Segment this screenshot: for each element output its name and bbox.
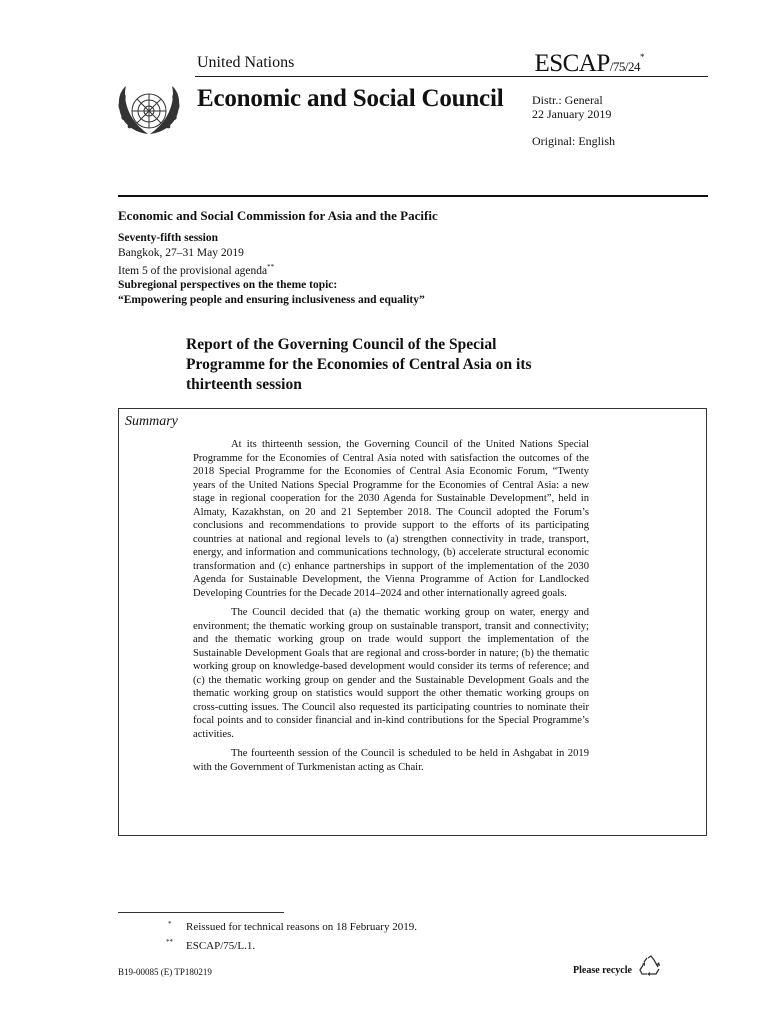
header-rule [195,76,708,77]
report-title: Report of the Governing Council of the Special Programme for the Economies of Central Asia on its thirteenth session [186,336,532,393]
original-language: Original: English [532,134,615,148]
agenda-item-mark: ** [267,263,275,271]
footnote-mark: * [168,920,172,928]
issue-date: 22 January 2019 [532,107,612,121]
session-name: Seventy-fifth session [118,232,218,244]
theme-topic: “Empowering people and ensuring inclusiveness and equality” [118,293,425,306]
session-place-date: Bangkok, 27–31 May 2019 [118,246,244,259]
symbol-sub: /75/24 [609,59,640,74]
session-block [118,231,425,307]
header-divider [118,195,708,197]
distribution: Distr.: General [532,93,603,107]
recycle-label: Please recycle [573,965,632,976]
distribution-block [532,93,611,121]
footnote-mark: ** [166,938,173,946]
summary-paragraph: The fourteenth session of the Council is scheduled to be held in Ashgabat in 2019 with the Government of Turkmenistan acting as Chair. [193,748,589,773]
organization-name: United Nations [197,54,295,71]
summary-paragraph: At its thirteenth session, the Governing Council of the United Nations Special Programme for the Economies of Central Asia noted with satisfaction the outcomes of the 2018 Special Programme for the Economies of Central Asia Economic Forum, “Twenty years of the United Nations Special Programme for the Economies of Central Asia: a new stage in regional cooperation for the 2030 Agenda for Sustainable Development”, held in Almaty, Kazakhstan, on 20 and 21 September 2018. The Council adopted the Forum’s conclusions and recommendations to provide support to the efforts of its participating countries at national and regional levels to (a) strengthen connectivity in trade, transport, energy, and information and communications technology, (b) accelerate structural economic transformation and (c) enhance partnerships in support of the implementation of the 2030 Agenda for Sustainable Development, the Vienna Programme of Action for Landlocked Developing Countries for the Decade 2014–2024 and other internationally agreed goals. [193,439,589,599]
document-symbol [534,50,644,78]
job-number: B19-00085 (E) TP180219 [118,967,212,977]
subheading: Subregional perspectives on the theme topic: [118,279,338,292]
footnote-rule [118,912,284,913]
summary-body [193,438,589,780]
summary-label: Summary [125,414,178,429]
summary-paragraph: The Council decided that (a) the thematic working group on water, energy and environment; the thematic working group on sustainable transport, transit and connectivity; and the thematic working group on trade would support the implementation of the Sustainable Development Goals that are regional and cross-border in nature; (b) the thematic working group on knowledge-based development would consider its terms of reference; and (c) the thematic working group on gender and the Sustainable Development Goals and the thematic working group on statistics would support the other thematic working groups on cross-cutting issues. The Council also requested its participating countries to nominate their focal points and to consider financial and in-kind contributions for the Special Programme’s activities. [193,607,589,740]
recycle-icon [639,955,663,977]
council-title: Economic and Social Council [197,85,504,112]
agenda-item [118,260,425,278]
footnote-text: ESCAP/75/L.1. [186,940,256,952]
footnote-text: Reissued for technical reasons on 18 February 2019. [186,921,417,933]
un-emblem-icon [114,82,184,144]
commission-name: Economic and Social Commission for Asia and the Pacific [118,208,438,223]
symbol-mark: * [640,52,644,62]
symbol-main: ESCAP [534,50,610,77]
agenda-item-text: Item 5 of the provisional agenda [118,264,268,277]
